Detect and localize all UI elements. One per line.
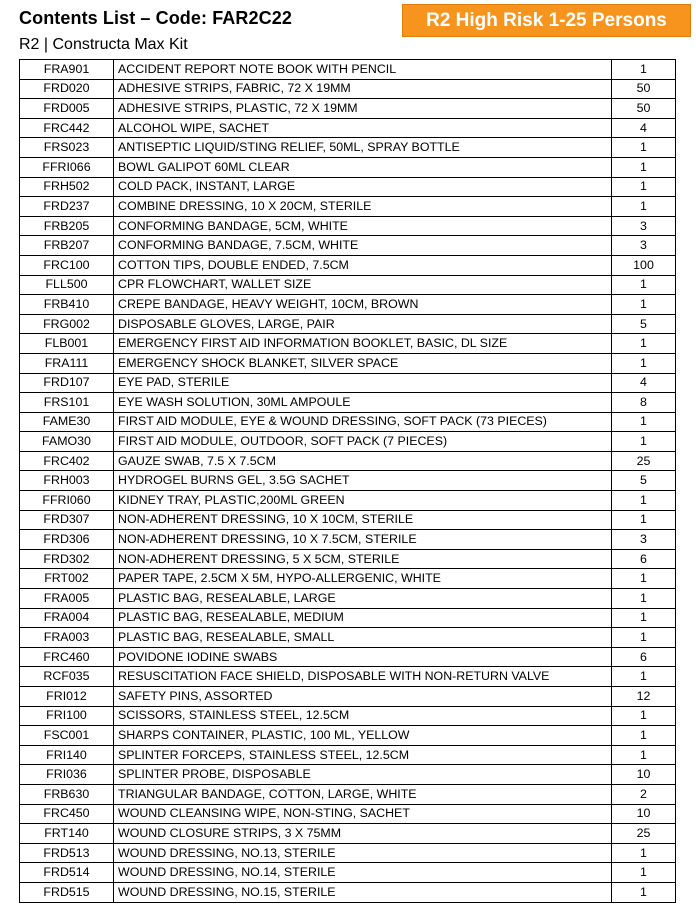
table-row bbox=[20, 157, 676, 177]
item-code: FRA005 bbox=[20, 589, 114, 609]
item-description: WOUND DRESSING, NO.13, STERILE bbox=[114, 843, 612, 863]
item-quantity: 1 bbox=[612, 353, 676, 373]
item-quantity: 4 bbox=[612, 118, 676, 138]
item-description: ACCIDENT REPORT NOTE BOOK WITH PENCIL bbox=[114, 60, 612, 80]
item-description: WOUND DRESSING, NO.14, STERILE bbox=[114, 863, 612, 883]
item-quantity: 1 bbox=[612, 275, 676, 295]
item-quantity: 50 bbox=[612, 99, 676, 119]
item-code: FRI100 bbox=[20, 706, 114, 726]
item-description: EYE PAD, STERILE bbox=[114, 373, 612, 393]
item-description: ANTISEPTIC LIQUID/STING RELIEF, 50ML, SPRAY BOTTLE bbox=[114, 138, 612, 158]
item-code: FRC402 bbox=[20, 451, 114, 471]
table-row bbox=[20, 687, 676, 707]
item-quantity: 3 bbox=[612, 530, 676, 550]
kit-subtitle: R2 | Constructa Max Kit bbox=[19, 36, 188, 53]
table-row bbox=[20, 804, 676, 824]
risk-badge: R2 High Risk 1-25 Persons bbox=[402, 4, 691, 37]
item-code: FRD515 bbox=[20, 882, 114, 902]
table-row bbox=[20, 765, 676, 785]
item-code: FRB630 bbox=[20, 784, 114, 804]
item-quantity: 1 bbox=[612, 608, 676, 628]
item-quantity: 1 bbox=[612, 412, 676, 432]
item-code: FRD514 bbox=[20, 863, 114, 883]
item-description: COMBINE DRESSING, 10 X 20CM, STERILE bbox=[114, 197, 612, 217]
item-code: FRD107 bbox=[20, 373, 114, 393]
item-description: DISPOSABLE GLOVES, LARGE, PAIR bbox=[114, 314, 612, 334]
item-code: FRB205 bbox=[20, 216, 114, 236]
item-quantity: 5 bbox=[612, 471, 676, 491]
item-quantity: 5 bbox=[612, 314, 676, 334]
table-row bbox=[20, 569, 676, 589]
contents-table-body bbox=[20, 60, 676, 903]
item-description: EYE WASH SOLUTION, 30ML AMPOULE bbox=[114, 393, 612, 413]
table-row bbox=[20, 216, 676, 236]
item-code: FRG002 bbox=[20, 314, 114, 334]
item-description: PAPER TAPE, 2.5CM X 5M, HYPO-ALLERGENIC, WHITE bbox=[114, 569, 612, 589]
table-row bbox=[20, 314, 676, 334]
item-quantity: 8 bbox=[612, 393, 676, 413]
item-quantity: 10 bbox=[612, 804, 676, 824]
item-code: FFRI060 bbox=[20, 491, 114, 511]
item-code: FRS101 bbox=[20, 393, 114, 413]
item-quantity: 1 bbox=[612, 197, 676, 217]
item-quantity: 25 bbox=[612, 451, 676, 471]
table-row bbox=[20, 745, 676, 765]
item-description: GAUZE SWAB, 7.5 X 7.5CM bbox=[114, 451, 612, 471]
table-row bbox=[20, 118, 676, 138]
item-description: PLASTIC BAG, RESEALABLE, SMALL bbox=[114, 628, 612, 648]
item-quantity: 50 bbox=[612, 79, 676, 99]
item-description: NON-ADHERENT DRESSING, 10 X 10CM, STERILE bbox=[114, 510, 612, 530]
item-description: SHARPS CONTAINER, PLASTIC, 100 ML, YELLOW bbox=[114, 726, 612, 746]
table-row bbox=[20, 138, 676, 158]
item-description: WOUND CLEANSING WIPE, NON-STING, SACHET bbox=[114, 804, 612, 824]
table-row bbox=[20, 510, 676, 530]
table-row bbox=[20, 843, 676, 863]
item-code: FLL500 bbox=[20, 275, 114, 295]
table-row bbox=[20, 177, 676, 197]
item-description: SAFETY PINS, ASSORTED bbox=[114, 687, 612, 707]
item-code: FRA901 bbox=[20, 60, 114, 80]
table-row bbox=[20, 824, 676, 844]
table-row bbox=[20, 471, 676, 491]
item-code: FRD237 bbox=[20, 197, 114, 217]
item-code: FRD306 bbox=[20, 530, 114, 550]
table-row bbox=[20, 549, 676, 569]
item-code: FRT002 bbox=[20, 569, 114, 589]
item-quantity: 1 bbox=[612, 295, 676, 315]
table-row bbox=[20, 706, 676, 726]
item-quantity: 1 bbox=[612, 745, 676, 765]
item-quantity: 1 bbox=[612, 491, 676, 511]
item-code: FRC450 bbox=[20, 804, 114, 824]
table-row bbox=[20, 667, 676, 687]
item-quantity: 1 bbox=[612, 177, 676, 197]
table-row bbox=[20, 647, 676, 667]
item-description: PLASTIC BAG, RESEALABLE, LARGE bbox=[114, 589, 612, 609]
item-code: FRD302 bbox=[20, 549, 114, 569]
item-code: FRC442 bbox=[20, 118, 114, 138]
table-row bbox=[20, 60, 676, 80]
item-quantity: 1 bbox=[612, 628, 676, 648]
item-description: CONFORMING BANDAGE, 5CM, WHITE bbox=[114, 216, 612, 236]
item-code: FRA004 bbox=[20, 608, 114, 628]
item-quantity: 6 bbox=[612, 549, 676, 569]
item-description: ADHESIVE STRIPS, FABRIC, 72 X 19MM bbox=[114, 79, 612, 99]
item-quantity: 1 bbox=[612, 60, 676, 80]
item-quantity: 1 bbox=[612, 667, 676, 687]
item-description: KIDNEY TRAY, PLASTIC,200ML GREEN bbox=[114, 491, 612, 511]
table-row bbox=[20, 784, 676, 804]
table-row bbox=[20, 530, 676, 550]
item-code: FRC460 bbox=[20, 647, 114, 667]
item-description: TRIANGULAR BANDAGE, COTTON, LARGE, WHITE bbox=[114, 784, 612, 804]
item-description: CPR FLOWCHART, WALLET SIZE bbox=[114, 275, 612, 295]
item-code: FLB001 bbox=[20, 334, 114, 354]
item-code: FRD307 bbox=[20, 510, 114, 530]
table-row bbox=[20, 99, 676, 119]
item-code: FRD005 bbox=[20, 99, 114, 119]
table-row bbox=[20, 79, 676, 99]
item-quantity: 1 bbox=[612, 843, 676, 863]
item-quantity: 10 bbox=[612, 765, 676, 785]
table-row bbox=[20, 608, 676, 628]
item-code: FRI140 bbox=[20, 745, 114, 765]
item-description: SCISSORS, STAINLESS STEEL, 12.5CM bbox=[114, 706, 612, 726]
item-quantity: 4 bbox=[612, 373, 676, 393]
item-quantity: 1 bbox=[612, 569, 676, 589]
item-code: FRB207 bbox=[20, 236, 114, 256]
item-code: FRI036 bbox=[20, 765, 114, 785]
item-description: COLD PACK, INSTANT, LARGE bbox=[114, 177, 612, 197]
item-description: RESUSCITATION FACE SHIELD, DISPOSABLE WITH NON-RETURN VALVE bbox=[114, 667, 612, 687]
item-description: HYDROGEL BURNS GEL, 3.5G SACHET bbox=[114, 471, 612, 491]
item-description: NON-ADHERENT DRESSING, 10 X 7.5CM, STERILE bbox=[114, 530, 612, 550]
item-description: FIRST AID MODULE, EYE & WOUND DRESSING, SOFT PACK (73 PIECES) bbox=[114, 412, 612, 432]
item-code: FRI012 bbox=[20, 687, 114, 707]
item-code: FRH003 bbox=[20, 471, 114, 491]
item-quantity: 25 bbox=[612, 824, 676, 844]
item-quantity: 1 bbox=[612, 334, 676, 354]
item-code: FFRI066 bbox=[20, 157, 114, 177]
item-description: WOUND CLOSURE STRIPS, 3 X 75MM bbox=[114, 824, 612, 844]
item-description: BOWL GALIPOT 60ML CLEAR bbox=[114, 157, 612, 177]
item-quantity: 1 bbox=[612, 157, 676, 177]
table-row bbox=[20, 491, 676, 511]
item-description: CREPE BANDAGE, HEAVY WEIGHT, 10CM, BROWN bbox=[114, 295, 612, 315]
table-row bbox=[20, 236, 676, 256]
item-code: FSC001 bbox=[20, 726, 114, 746]
item-quantity: 3 bbox=[612, 236, 676, 256]
item-code: FRD513 bbox=[20, 843, 114, 863]
table-row bbox=[20, 393, 676, 413]
table-row bbox=[20, 432, 676, 452]
item-description: EMERGENCY FIRST AID INFORMATION BOOKLET, BASIC, DL SIZE bbox=[114, 334, 612, 354]
item-quantity: 1 bbox=[612, 138, 676, 158]
table-row bbox=[20, 275, 676, 295]
page-title: Contents List – Code: FAR2C22 bbox=[19, 8, 292, 28]
item-quantity: 6 bbox=[612, 647, 676, 667]
table-row bbox=[20, 334, 676, 354]
table-row bbox=[20, 726, 676, 746]
item-code: FRH502 bbox=[20, 177, 114, 197]
item-description: CONFORMING BANDAGE, 7.5CM, WHITE bbox=[114, 236, 612, 256]
contents-table bbox=[19, 59, 676, 903]
item-quantity: 3 bbox=[612, 216, 676, 236]
item-description: SPLINTER PROBE, DISPOSABLE bbox=[114, 765, 612, 785]
item-code: FRC100 bbox=[20, 255, 114, 275]
item-description: PLASTIC BAG, RESEALABLE, MEDIUM bbox=[114, 608, 612, 628]
item-code: FRD020 bbox=[20, 79, 114, 99]
item-description: EMERGENCY SHOCK BLANKET, SILVER SPACE bbox=[114, 353, 612, 373]
table-row bbox=[20, 882, 676, 902]
table-row bbox=[20, 863, 676, 883]
table-row bbox=[20, 255, 676, 275]
table-row bbox=[20, 353, 676, 373]
item-code: FAME30 bbox=[20, 412, 114, 432]
item-quantity: 1 bbox=[612, 726, 676, 746]
table-row bbox=[20, 628, 676, 648]
table-row bbox=[20, 451, 676, 471]
item-description: COTTON TIPS, DOUBLE ENDED, 7.5CM bbox=[114, 255, 612, 275]
item-code: RCF035 bbox=[20, 667, 114, 687]
item-quantity: 2 bbox=[612, 784, 676, 804]
item-code: FRS023 bbox=[20, 138, 114, 158]
item-code: FRA111 bbox=[20, 353, 114, 373]
item-quantity: 100 bbox=[612, 255, 676, 275]
item-quantity: 1 bbox=[612, 589, 676, 609]
table-row bbox=[20, 197, 676, 217]
table-row bbox=[20, 589, 676, 609]
item-description: NON-ADHERENT DRESSING, 5 X 5CM, STERILE bbox=[114, 549, 612, 569]
table-row bbox=[20, 412, 676, 432]
item-quantity: 1 bbox=[612, 882, 676, 902]
item-description: ADHESIVE STRIPS, PLASTIC, 72 X 19MM bbox=[114, 99, 612, 119]
item-description: WOUND DRESSING, NO.15, STERILE bbox=[114, 882, 612, 902]
item-quantity: 1 bbox=[612, 863, 676, 883]
item-quantity: 1 bbox=[612, 510, 676, 530]
item-code: FRB410 bbox=[20, 295, 114, 315]
item-code: FAMO30 bbox=[20, 432, 114, 452]
item-quantity: 1 bbox=[612, 432, 676, 452]
table-row bbox=[20, 295, 676, 315]
item-description: SPLINTER FORCEPS, STAINLESS STEEL, 12.5CM bbox=[114, 745, 612, 765]
table-row bbox=[20, 373, 676, 393]
item-description: FIRST AID MODULE, OUTDOOR, SOFT PACK (7 PIECES) bbox=[114, 432, 612, 452]
item-code: FRA003 bbox=[20, 628, 114, 648]
item-code: FRT140 bbox=[20, 824, 114, 844]
item-quantity: 12 bbox=[612, 687, 676, 707]
item-quantity: 1 bbox=[612, 706, 676, 726]
item-description: POVIDONE IODINE SWABS bbox=[114, 647, 612, 667]
item-description: ALCOHOL WIPE, SACHET bbox=[114, 118, 612, 138]
